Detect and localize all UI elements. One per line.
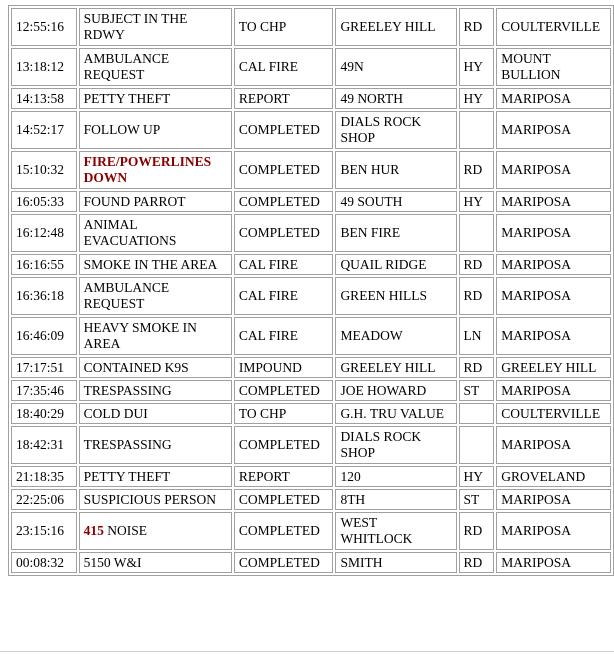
location-cell [335,214,456,252]
street-suffix-cell [459,254,495,275]
call-log-table [8,5,614,576]
time-text: 22:25:06 [16,491,65,507]
location-cell [335,88,456,109]
city-text: GROVELAND [501,468,586,484]
time-text: 18:42:31 [16,437,65,452]
disposition-text: COMPLETED [238,382,320,398]
city-cell [496,403,611,424]
nature-code: 415 [83,523,104,538]
page-edge-rule [0,651,614,652]
table-row [11,512,611,550]
nature-cell [79,426,232,464]
disposition-text: CAL FIRE [238,59,298,74]
disposition-text: COMPLETED [238,225,320,240]
city-text: MARIPOSA [501,122,572,137]
city-cell [496,357,611,378]
disposition-text: REPORT [238,90,290,106]
street-suffix-cell [459,214,495,252]
nature-text: AMBULANCE REQUEST [83,280,170,311]
street-suffix-cell [459,277,495,315]
location-text: MEADOW [340,328,403,343]
location-text: GREELEY HILL [340,19,436,34]
street-suffix-text: HY [463,193,484,209]
disposition-cell [234,403,334,424]
street-suffix-text: RD [463,359,483,375]
disposition-cell [234,380,334,401]
city-text: MARIPOSA [501,437,572,452]
table-row [11,214,611,252]
location-text: 8TH [340,491,366,507]
time-text: 17:35:46 [16,382,65,398]
time-text: 16:16:55 [16,256,65,272]
city-cell [496,111,611,149]
disposition-cell [234,317,334,355]
street-suffix-cell [459,489,495,510]
location-text: WEST WHITLOCK [340,515,413,546]
time-cell [11,214,77,252]
street-suffix-cell [459,8,495,46]
disposition-cell [234,88,334,109]
city-text: MOUNT BULLION [501,51,561,82]
street-suffix-text: RD [463,19,483,34]
city-cell [496,552,611,573]
location-cell [335,466,456,487]
nature-cell [79,151,232,189]
time-text: 00:08:32 [16,554,65,570]
table-row [11,403,611,424]
time-cell [11,317,77,355]
nature-cell [79,277,232,315]
time-cell [11,403,77,424]
call-log-body [11,8,611,573]
time-cell [11,111,77,149]
location-text: SMITH [340,554,383,570]
time-text: 14:13:58 [16,90,65,106]
nature-text: FOLLOW UP [83,122,161,137]
nature-cell [79,111,232,149]
disposition-text: TO CHP [238,405,287,421]
location-text: 49N [340,59,364,74]
location-text: 120 [340,468,361,484]
time-cell [11,552,77,573]
time-text: 14:52:17 [16,122,65,137]
street-suffix-text: HY [463,468,484,484]
nature-text: PETTY THEFT [83,468,171,484]
table-row [11,466,611,487]
time-cell [11,88,77,109]
location-cell [335,8,456,46]
nature-cell [79,380,232,401]
street-suffix-cell [459,466,495,487]
disposition-cell [234,214,334,252]
time-text: 15:10:32 [16,162,65,177]
time-text: 16:12:48 [16,225,65,240]
street-suffix-cell [459,317,495,355]
nature-text: ANIMAL EVACUATIONS [83,217,177,248]
nature-text: HEAVY SMOKE IN AREA [83,320,197,351]
disposition-cell [234,191,334,212]
table-row [11,88,611,109]
location-text: QUAIL RIDGE [340,256,427,272]
location-cell [335,489,456,510]
time-cell [11,357,77,378]
city-text: MARIPOSA [501,256,572,272]
disposition-cell [234,512,334,550]
disposition-cell [234,151,334,189]
table-row [11,111,611,149]
street-suffix-cell [459,111,495,149]
time-cell [11,48,77,86]
nature-text: PETTY THEFT [83,90,171,106]
location-text: GREEN HILLS [340,288,428,303]
city-text: COULTERVILLE [501,19,601,34]
time-cell [11,8,77,46]
table-row [11,426,611,464]
location-cell [335,191,456,212]
city-cell [496,48,611,86]
time-text: 23:15:16 [16,523,65,538]
city-cell [496,317,611,355]
table-row [11,380,611,401]
street-suffix-cell [459,48,495,86]
nature-text: AMBULANCE REQUEST [83,51,170,82]
city-cell [496,489,611,510]
time-text: 13:18:12 [16,59,65,74]
city-text: MARIPOSA [501,328,572,343]
nature-cell [79,512,232,550]
table-row [11,48,611,86]
location-cell [335,151,456,189]
disposition-cell [234,111,334,149]
nature-text: TRESPASSING [83,382,172,398]
city-cell [496,191,611,212]
nature-text: COLD DUI [83,405,148,421]
nature-cell [79,489,232,510]
nature-cell [79,191,232,212]
nature-text: SUSPICIOUS PERSON [83,491,217,507]
location-cell [335,277,456,315]
disposition-text: COMPLETED [238,523,320,538]
street-suffix-cell [459,403,495,424]
location-cell [335,357,456,378]
disposition-text: COMPLETED [238,122,320,137]
time-text: 21:18:35 [16,468,65,484]
city-cell [496,277,611,315]
street-suffix-text: RD [463,523,483,538]
nature-text: NOISE [103,523,147,538]
street-suffix-cell [459,380,495,401]
location-cell [335,48,456,86]
location-text: JOE HOWARD [340,382,427,398]
location-cell [335,512,456,550]
nature-cell [79,317,232,355]
city-text: MARIPOSA [501,225,572,240]
city-cell [496,380,611,401]
time-cell [11,426,77,464]
city-text: MARIPOSA [501,382,572,398]
table-row [11,151,611,189]
disposition-cell [234,489,334,510]
location-text: 49 SOUTH [340,193,403,209]
time-text: 17:17:51 [16,359,65,375]
nature-cell [79,254,232,275]
city-text: MARIPOSA [501,554,572,570]
time-text: 12:55:16 [16,19,65,34]
city-text: MARIPOSA [501,162,572,177]
time-cell [11,277,77,315]
city-cell [496,214,611,252]
disposition-text: IMPOUND [238,359,302,375]
street-suffix-text: HY [463,59,484,74]
nature-text: FIRE/POWERLINES DOWN [83,154,212,185]
nature-cell [79,466,232,487]
nature-cell [79,48,232,86]
disposition-cell [234,466,334,487]
city-cell [496,466,611,487]
nature-cell [79,8,232,46]
street-suffix-text: ST [463,491,480,507]
time-cell [11,151,77,189]
disposition-text: COMPLETED [238,162,320,177]
city-cell [496,254,611,275]
disposition-cell [234,552,334,573]
location-text: DIALS ROCK SHOP [340,429,422,460]
time-text: 18:40:29 [16,405,65,421]
city-text: MARIPOSA [501,193,572,209]
location-cell [335,254,456,275]
table-row [11,254,611,275]
street-suffix-cell [459,191,495,212]
nature-cell [79,214,232,252]
time-cell [11,466,77,487]
street-suffix-text: ST [463,382,480,398]
location-text: BEN HUR [340,162,400,177]
disposition-text: TO CHP [238,19,287,34]
table-row [11,552,611,573]
city-text: MARIPOSA [501,90,572,106]
time-cell [11,380,77,401]
time-text: 16:46:09 [16,328,65,343]
city-cell [496,512,611,550]
time-cell [11,512,77,550]
nature-text: TRESPASSING [83,437,172,452]
disposition-text: REPORT [238,468,290,484]
city-text: MARIPOSA [501,288,572,303]
time-cell [11,191,77,212]
location-cell [335,317,456,355]
nature-cell [79,88,232,109]
city-text: MARIPOSA [501,523,572,538]
location-text: G.H. TRU VALUE [340,405,444,421]
table-row [11,277,611,315]
disposition-text: CAL FIRE [238,288,298,303]
street-suffix-text: RD [463,256,483,272]
disposition-text: COMPLETED [238,193,320,209]
location-text: DIALS ROCK SHOP [340,114,422,145]
city-text: MARIPOSA [501,491,572,507]
disposition-cell [234,277,334,315]
nature-text: FOUND PARROT [83,193,186,209]
street-suffix-cell [459,88,495,109]
city-text: COULTERVILLE [501,405,601,421]
location-cell [335,426,456,464]
nature-text: 5150 W&I [83,554,142,570]
nature-text: CONTAINED K9S [83,359,189,375]
city-cell [496,426,611,464]
disposition-cell [234,8,334,46]
time-cell [11,254,77,275]
disposition-text: COMPLETED [238,437,320,452]
table-row [11,191,611,212]
location-text: GREELEY HILL [340,359,436,375]
street-suffix-text: HY [463,90,484,106]
location-cell [335,552,456,573]
street-suffix-cell [459,151,495,189]
disposition-cell [234,48,334,86]
city-cell [496,88,611,109]
time-text: 16:36:18 [16,288,65,303]
street-suffix-cell [459,357,495,378]
disposition-cell [234,254,334,275]
street-suffix-cell [459,512,495,550]
disposition-text: CAL FIRE [238,256,298,272]
street-suffix-text: RD [463,162,483,177]
nature-text: SMOKE IN THE AREA [83,256,218,272]
city-text: GREELEY HILL [501,359,597,375]
table-row [11,8,611,46]
street-suffix-text: RD [463,554,483,570]
table-row [11,489,611,510]
nature-cell [79,552,232,573]
nature-cell [79,357,232,378]
location-cell [335,111,456,149]
street-suffix-text: LN [463,328,482,343]
city-cell [496,151,611,189]
street-suffix-cell [459,426,495,464]
location-cell [335,380,456,401]
time-cell [11,489,77,510]
nature-text: SUBJECT IN THE RDWY [83,11,188,42]
disposition-cell [234,426,334,464]
table-row [11,317,611,355]
disposition-text: COMPLETED [238,491,320,507]
location-cell [335,403,456,424]
table-row [11,357,611,378]
disposition-text: CAL FIRE [238,328,298,343]
city-cell [496,8,611,46]
disposition-cell [234,357,334,378]
location-text: 49 NORTH [340,90,404,106]
location-text: BEN FIRE [340,225,401,240]
time-text: 16:05:33 [16,193,65,209]
street-suffix-text: RD [463,288,483,303]
disposition-text: COMPLETED [238,554,320,570]
nature-cell [79,403,232,424]
street-suffix-cell [459,552,495,573]
